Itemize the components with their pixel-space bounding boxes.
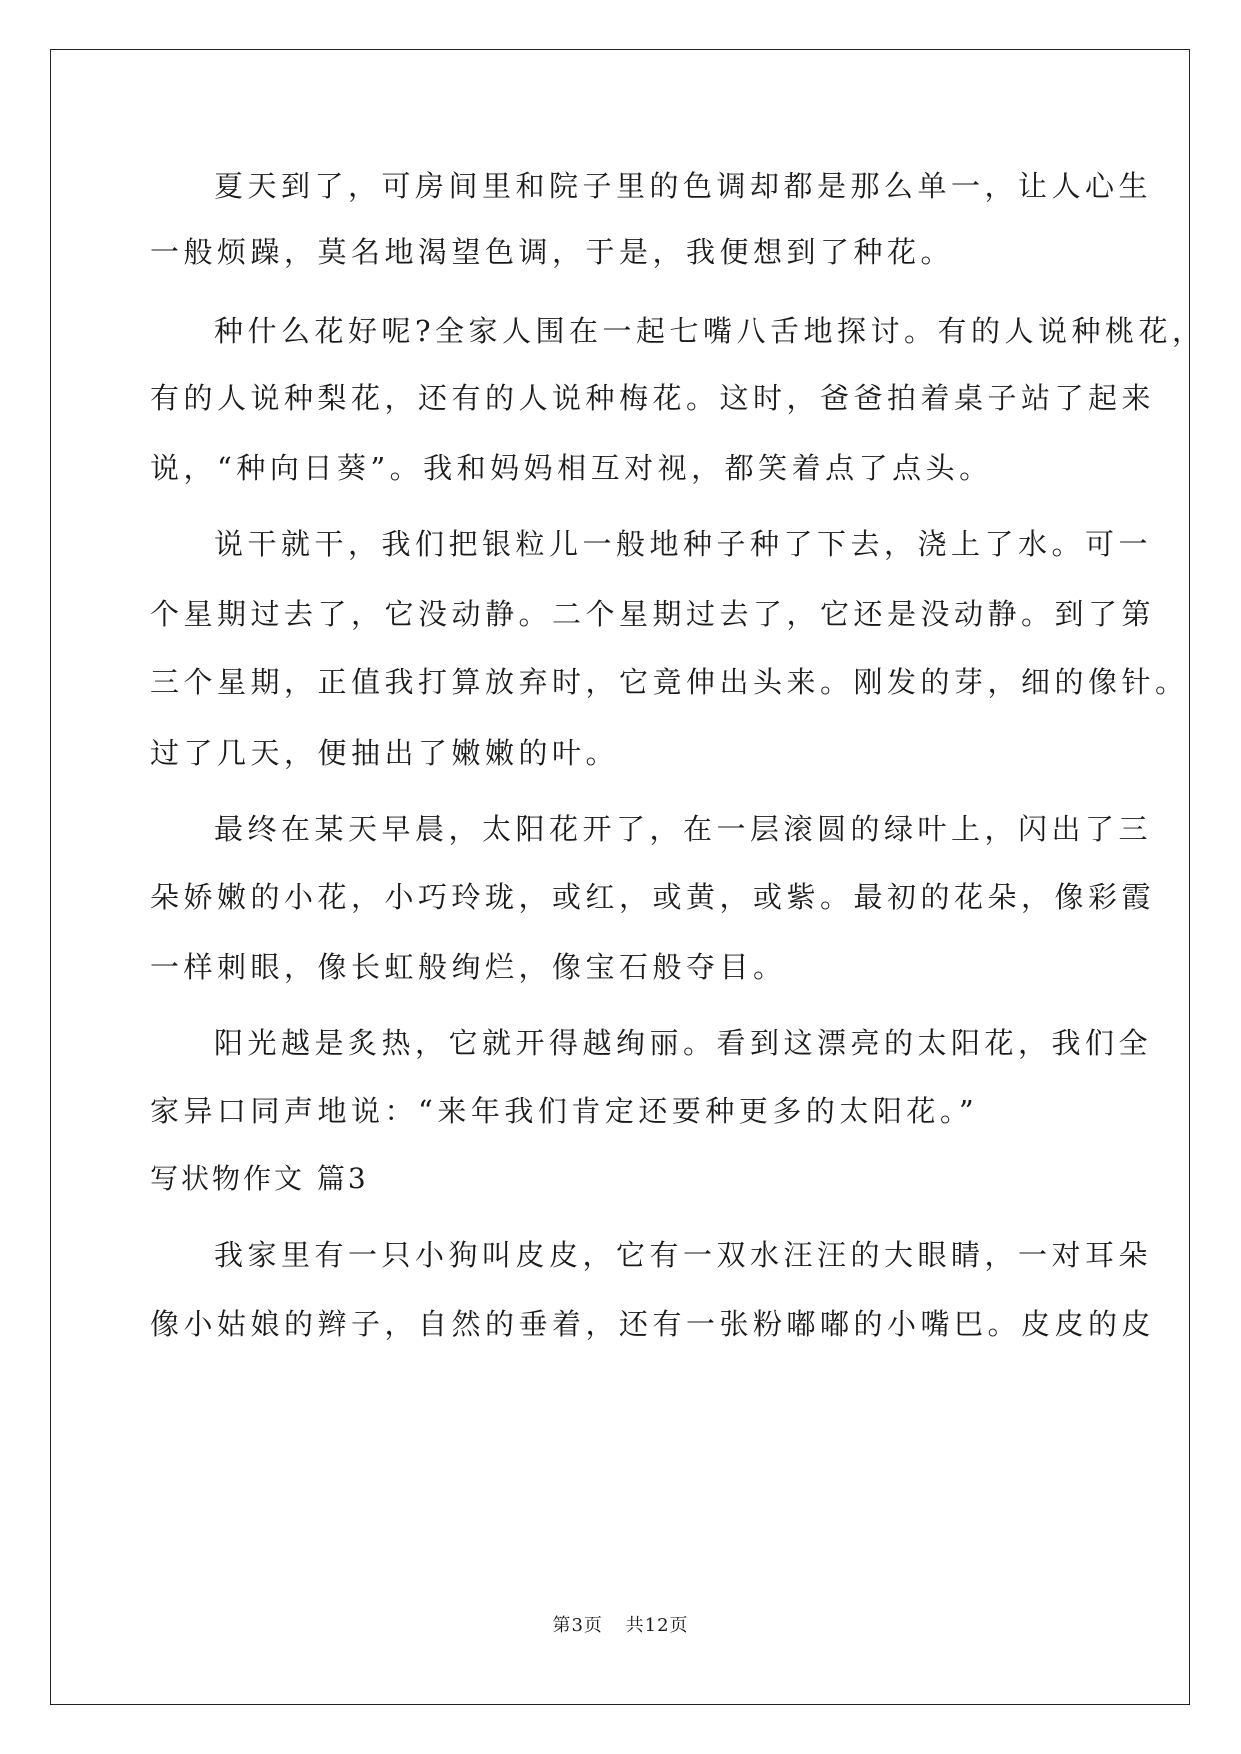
paragraph-1-line-2: 一般烦躁，莫名地渴望色调，于是，我便想到了种花。 [150, 235, 955, 269]
paragraph-4-line-1: 最终在某天早晨，太阳花开了，在一层滚圆的绿叶上，闪出了三 [214, 812, 1153, 846]
paragraph-3-line-3: 三个星期，正值我打算放弃时，它竟伸出头来。刚发的芽，细的像针。 [150, 665, 1189, 699]
paragraph-6-line-2: 像小姑娘的辫子，自然的垂着，还有一张粉嘟嘟的小嘴巴。皮皮的皮 [150, 1307, 1156, 1341]
section-heading: 写状物作文 篇3 [150, 1162, 369, 1195]
page-number: 第3页 [552, 1615, 603, 1636]
paragraph-1-line-1: 夏天到了，可房间里和院子里的色调却都是那么单一，让人心生 [214, 169, 1153, 203]
paragraph-4-line-2: 朵娇嫩的小花，小巧玲珑，或红，或黄，或紫。最初的花朵，像彩霞 [150, 880, 1156, 914]
paragraph-3-line-2: 个星期过去了，它没动静。二个星期过去了，它还是没动静。到了第 [150, 597, 1156, 631]
paragraph-5-line-2: 家异口同声地说：“来年我们肯定还要种更多的太阳花。” [150, 1094, 979, 1128]
paragraph-4-line-3: 一样刺眼，像长虹般绚烂，像宝石般夺目。 [150, 950, 787, 984]
paragraph-3-line-1: 说干就干，我们把银粒儿一般地种子种了下去，浇上了水。可一 [214, 527, 1153, 561]
paragraph-6-line-1: 我家里有一只小狗叫皮皮，它有一双水汪汪的大眼睛，一对耳朵 [214, 1238, 1153, 1272]
paragraph-2-line-2: 有的人说种梨花，还有的人说种梅花。这时，爸爸拍着桌子站了起来 [150, 381, 1156, 415]
paragraph-3-line-4: 过了几天，便抽出了嫩嫩的叶。 [150, 736, 620, 770]
paragraph-5-line-1: 阳光越是炙热，它就开得越绚丽。看到这漂亮的太阳花，我们全 [214, 1026, 1153, 1060]
page-footer [0, 1614, 1241, 1638]
paragraph-2-line-1: 种什么花好呢?全家人围在一起七嘴八舌地探讨。有的人说种桃花， [214, 314, 1206, 348]
page-total: 共12页 [625, 1615, 689, 1636]
paragraph-2-line-3: 说，“种向日葵”。我和妈妈相互对视，都笑着点了点头。 [150, 451, 993, 485]
